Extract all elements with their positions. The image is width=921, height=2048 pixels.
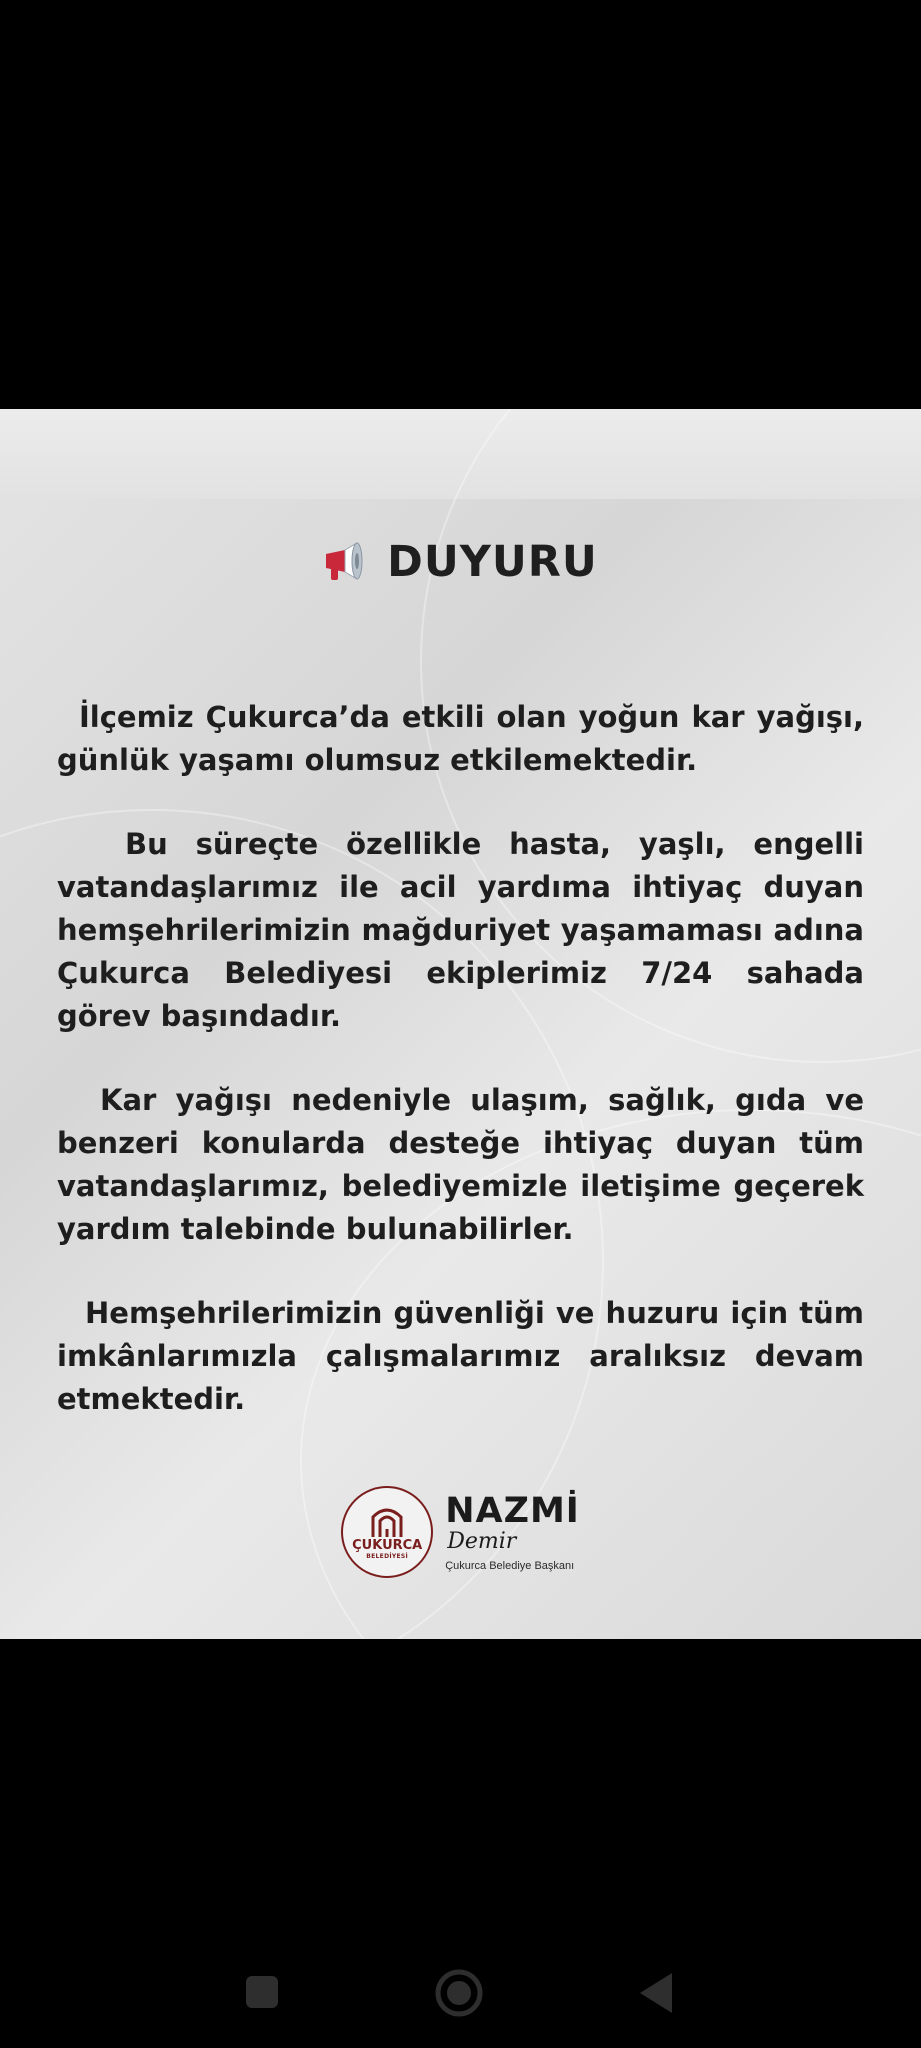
top-black-area	[0, 0, 921, 409]
logo-subtext: BELEDİYESİ	[366, 1552, 409, 1560]
paragraph-4: Hemşehrilerimizin güvenliği ve huzuru için tüm imkânlarımızla çalışmalarımız aralıksız devam etmektedir.	[57, 1296, 864, 1416]
mayor-first-name: NAZMİ	[445, 1491, 580, 1531]
announcement-title: DUYURU	[387, 537, 598, 587]
megaphone-icon	[323, 542, 379, 582]
mayor-last-name: Demir	[447, 1529, 517, 1554]
signature-block	[0, 1486, 921, 1578]
announcement-body	[57, 696, 864, 1462]
back-icon[interactable]	[638, 1971, 674, 2015]
municipality-emblem-icon	[367, 1505, 407, 1539]
announcement-header	[0, 537, 921, 587]
announcement-image	[0, 409, 921, 1639]
municipality-logo	[341, 1486, 433, 1578]
paragraph-1: İlçemiz Çukurca’da etkili olan yoğun kar yağışı, günlük yaşamı olumsuz etkilemektedir.	[57, 700, 864, 777]
system-navigation-bar	[0, 1930, 921, 2048]
paragraph-2: Bu süreçte özellikle hasta, yaşlı, engelli vatandaşlarımız ile acil yardıma ihtiyaç duyan hemşehrilerimizin mağduriyet yaşamaması adına Çukurca Belediyesi ekiplerimiz 7/24 sahada görev başındadır.	[57, 827, 864, 1033]
paragraph-3: Kar yağışı nedeniyle ulaşım, sağlık, gıda ve benzeri konularda desteğe ihtiyaç duyan tüm vatandaşlarımız, belediyemizle iletişime geçerek yardım talebinde bulunabilirler.	[57, 1083, 864, 1246]
logo-text: ÇUKURCA	[352, 1537, 423, 1553]
signature-text	[445, 1492, 580, 1572]
mayor-title: Çukurca Belediye Başkanı	[445, 1560, 575, 1572]
home-icon[interactable]	[434, 1968, 484, 2018]
recents-icon[interactable]	[244, 1974, 280, 2010]
